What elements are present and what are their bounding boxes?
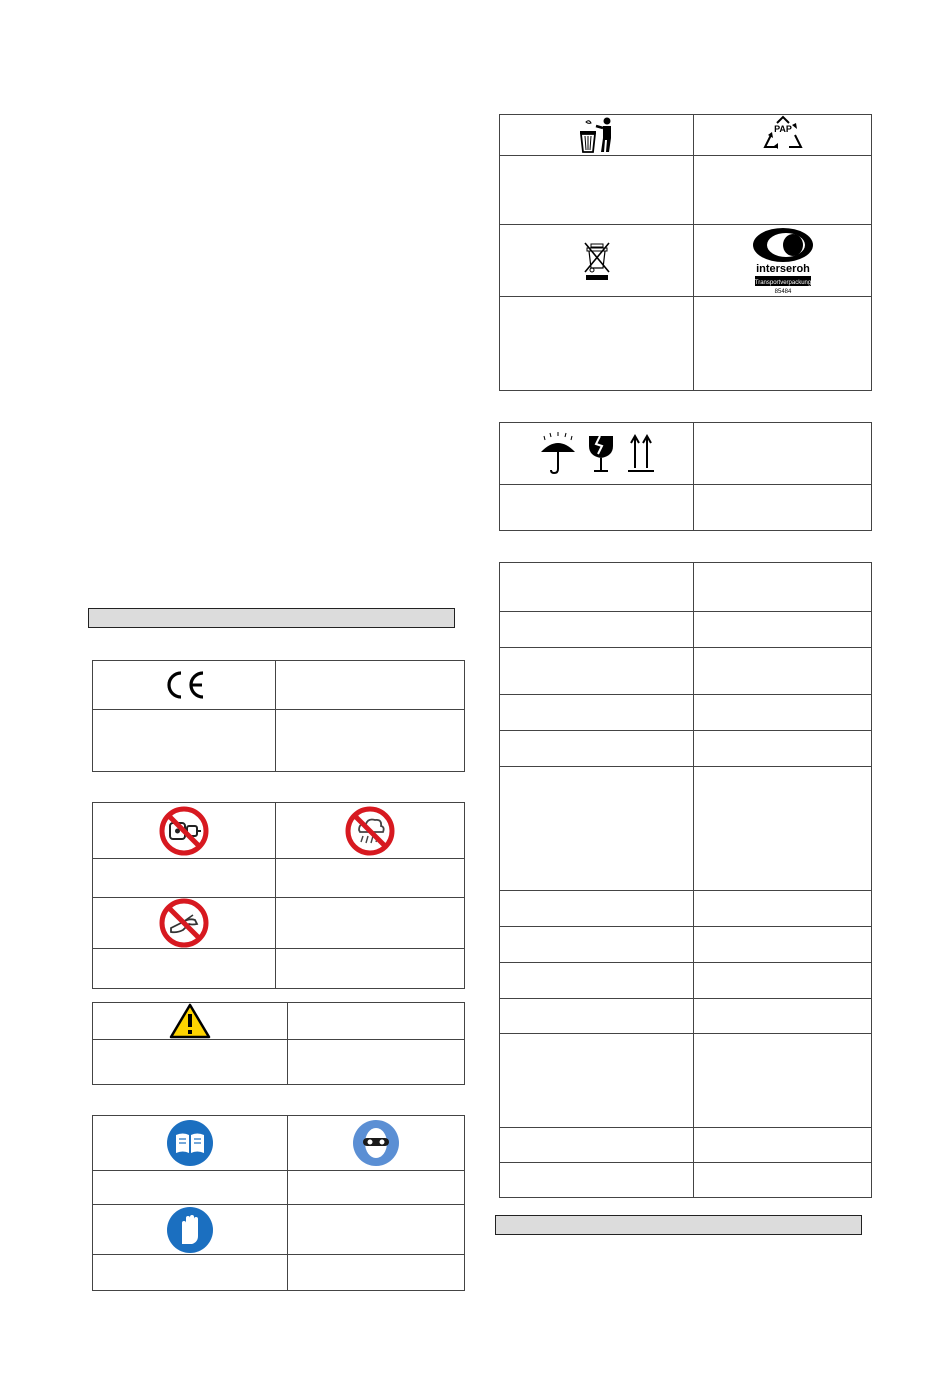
- section-header-bar: [88, 608, 455, 628]
- table-cell: [276, 898, 465, 949]
- wear-eye-protection-icon: [352, 1119, 400, 1167]
- this-way-up-icon: [626, 432, 656, 476]
- table-cell: [500, 963, 694, 999]
- weee-crossed-bin-icon: [580, 240, 614, 282]
- mandatory-cell: [93, 1116, 288, 1171]
- mandatory-cell: [288, 1116, 465, 1171]
- fragile-icon: [586, 432, 616, 476]
- table-cell: [694, 695, 872, 731]
- table-cell: [288, 1003, 465, 1040]
- no-rain-exposure-icon: [345, 806, 395, 856]
- table-cell: [694, 891, 872, 927]
- table-cell: [288, 1205, 465, 1255]
- table-cell: [500, 156, 694, 225]
- table-cell: [694, 1034, 872, 1128]
- table-cell: [500, 927, 694, 963]
- litter-bin-icon: [577, 116, 617, 154]
- mandatory-table: [92, 1115, 465, 1291]
- prohibition-cell: [93, 898, 276, 949]
- warning-table: [92, 1002, 465, 1085]
- table-cell: [93, 1171, 288, 1205]
- table-cell: [694, 927, 872, 963]
- table-cell: [500, 731, 694, 767]
- table-cell: [694, 999, 872, 1034]
- table-cell: [93, 1255, 288, 1291]
- table-cell: [93, 1040, 288, 1085]
- table-cell: [694, 731, 872, 767]
- mandatory-cell: [93, 1205, 288, 1255]
- ce-table: [92, 660, 465, 772]
- table-cell: [694, 963, 872, 999]
- table-cell: [93, 859, 276, 898]
- interseroh-brand: interseroh: [755, 262, 810, 275]
- table-cell: [276, 859, 465, 898]
- table-cell: [500, 767, 694, 891]
- disposal-cell: [694, 225, 872, 297]
- table-cell: [288, 1171, 465, 1205]
- packaging-table: [499, 422, 872, 531]
- disposal-cell: [694, 115, 872, 156]
- table-cell: [288, 1040, 465, 1085]
- table-cell: [500, 1034, 694, 1128]
- interseroh-logo: [750, 227, 816, 295]
- table-cell: [276, 710, 465, 772]
- prohibition-table: [92, 802, 465, 989]
- disposal-cell: [500, 115, 694, 156]
- table-cell: [694, 563, 872, 612]
- no-plug-connection-icon: [159, 806, 209, 856]
- table-cell: [500, 563, 694, 612]
- specification-table: [499, 562, 872, 1198]
- table-cell: [288, 1255, 465, 1291]
- table-cell: [500, 648, 694, 695]
- interseroh-number: 85484: [774, 288, 791, 295]
- table-cell: [500, 695, 694, 731]
- ce-marking-icon: [161, 669, 207, 701]
- table-cell: [500, 612, 694, 648]
- disposal-cell: [500, 225, 694, 297]
- ce-description-cell: [276, 661, 465, 710]
- section-footer-bar: [495, 1215, 862, 1235]
- table-cell: [276, 949, 465, 989]
- packaging-cell: [500, 423, 694, 485]
- prohibition-cell: [93, 803, 276, 859]
- prohibition-cell: [276, 803, 465, 859]
- table-cell: [694, 767, 872, 891]
- table-cell: [694, 297, 872, 391]
- table-cell: [93, 949, 276, 989]
- ce-cell: [93, 661, 276, 710]
- wear-gloves-icon: [166, 1206, 214, 1254]
- table-cell: [500, 1128, 694, 1163]
- table-cell: [694, 648, 872, 695]
- warning-cell: [93, 1003, 288, 1040]
- keep-dry-icon: [537, 432, 579, 476]
- table-cell: [694, 485, 872, 531]
- table-cell: [500, 485, 694, 531]
- no-hand-contact-icon: [159, 898, 209, 948]
- table-cell: [694, 423, 872, 485]
- table-cell: [93, 710, 276, 772]
- pap-recycling-icon: [761, 115, 805, 155]
- table-cell: [694, 1163, 872, 1198]
- table-cell: [500, 891, 694, 927]
- table-cell: [500, 297, 694, 391]
- warning-triangle-icon: [169, 1003, 211, 1039]
- table-cell: [694, 612, 872, 648]
- disposal-table: [499, 114, 872, 391]
- interseroh-label: Transportverpackung: [754, 279, 811, 286]
- read-manual-icon: [166, 1119, 214, 1167]
- table-cell: [694, 156, 872, 225]
- pap-label: PAP: [773, 124, 792, 134]
- table-cell: [694, 1128, 872, 1163]
- table-cell: [500, 999, 694, 1034]
- table-cell: [500, 1163, 694, 1198]
